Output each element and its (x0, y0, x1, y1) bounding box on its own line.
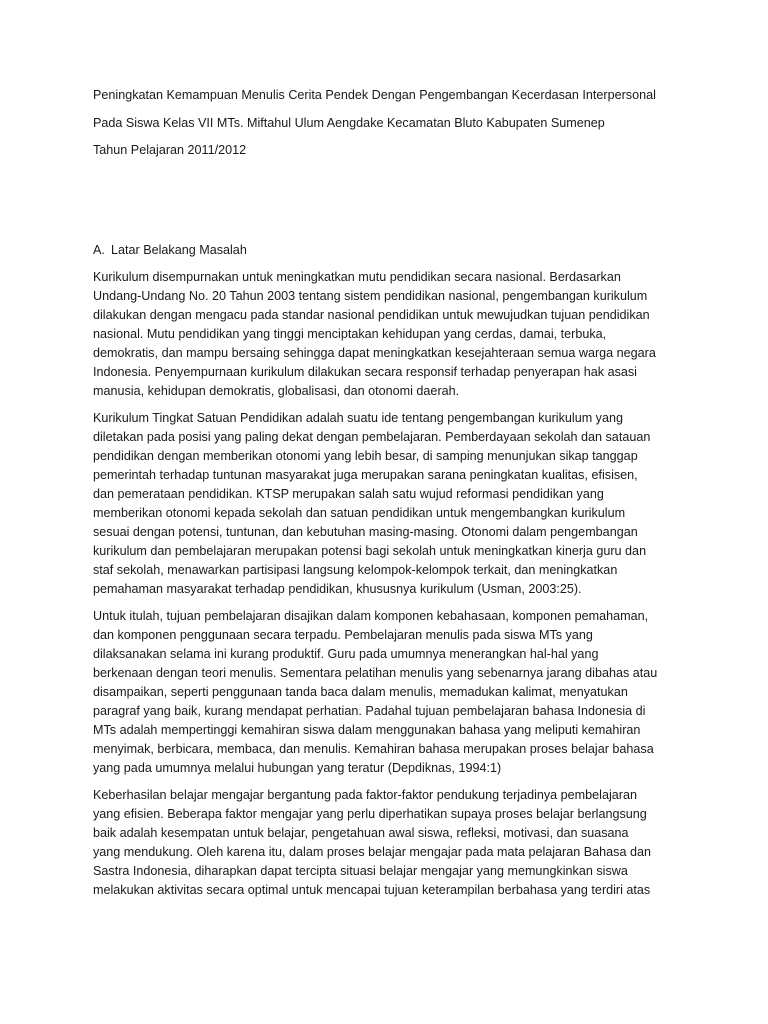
paragraph-line: demokratis, dan mampu bersaing sehingga dapat meningkatkan kesejahteraan semua warga negara (93, 345, 656, 360)
title-line: Tahun Pelajaran 2011/2012 (93, 143, 247, 157)
paragraph-line: kurikulum dan pembelajaran merupakan potensi bagi sekolah untuk meningkatkan kinerja guru dan (93, 543, 647, 558)
paragraph-line: baik adalah kesempatan untuk belajar, pengetahuan awal siswa, refleksi, motivasi, dan suasana (93, 826, 629, 841)
paragraph-line: dan pemerataan pendidikan. KTSP merupakan salah satu wujud reformasi pendidikan yang (93, 486, 604, 501)
paragraph-line: memberikan otonomi kepada sekolah dan satuan pendidikan untuk mengembangkan kurikulum (93, 505, 626, 520)
section-heading-text: Latar Belakang Masalah (111, 243, 247, 257)
paragraph-line: nasional. Mutu pendidikan yang tinggi menciptakan kehidupan yang cerdas, damai, terbuka, (93, 326, 607, 341)
paragraph (93, 268, 683, 401)
paragraph-line: yang pada umumnya melalui hubungan yang teratur (Depdiknas, 1994:1) (93, 760, 502, 775)
paragraph-line: dilaksanakan selama ini kurang produktif. Guru pada umumnya menerangkan hal-hal yang (93, 647, 599, 662)
paragraph-line: melakukan aktivitas secara optimal untuk mencapai tujuan keterampilan berbahasa yang terdiri atas (93, 883, 651, 898)
paragraph-line: yang mendukung. Oleh karena itu, dalam proses belajar mengajar pada mata pelajaran Bahasa dan (93, 845, 651, 860)
section-heading (93, 243, 683, 258)
paragraph-line: dan komponen penggunaan secara terpadu. Pembelajaran menulis pada siswa MTs yang (93, 628, 593, 643)
document-title (93, 88, 693, 171)
section-number: A. (93, 243, 105, 257)
paragraph-line: Kurikulum Tingkat Satuan Pendidikan adalah suatu ide tentang pengembangan kurikulum yang (93, 411, 623, 426)
paragraph-line: Indonesia. Penyempurnaan kurikulum dilakukan secara responsif terhadap penyerapan hak asasi (93, 364, 637, 379)
paragraph-line: dilakukan dengan mengacu pada standar nasional pendidikan untuk mewujudkan tujuan pendidikan (93, 307, 650, 322)
paragraph-line: sesuai dengan potensi, tuntunan, dan kebutuhan masing-masing. Otonomi dalam pengembangan (93, 524, 638, 539)
paragraph-line: diletakan pada posisi yang paling dekat dengan pembelajaran. Pemberdayaan sekolah dan satauan (93, 430, 651, 445)
paragraph-line: pendidikan dengan memberikan otonomi yang lebih besar, di samping menunjukan sikap tanggap (93, 449, 638, 464)
paragraph-line: manusia, kehidupan demokratis, globalisasi, dan otonomi daerah. (93, 383, 460, 398)
paragraph-line: paragraf yang baik, kurang mendapat perhatian. Padahal tujuan pembelajaran bahasa Indonesia di (93, 703, 646, 718)
paragraph-line: Kurikulum disempurnakan untuk meningkatkan mutu pendidikan secara nasional. Berdasarkan (93, 270, 621, 284)
paragraph (93, 607, 683, 778)
paragraph-line: Sastra Indonesia, diharapkan dapat tercipta situasi belajar mengajar yang memungkinkan siswa (93, 864, 628, 879)
paragraph-line: Keberhasilan belajar mengajar bergantung pada faktor-faktor pendukung terjadinya pembelajaran (93, 788, 637, 803)
paragraph (93, 409, 683, 599)
paragraph-line: pemerintah terhadap tuntunan masyarakat juga merupakan sarana peningkatan kualitas, efisisen, (93, 468, 638, 483)
paragraph-line: Undang-Undang No. 20 Tahun 2003 tentang sistem pendidikan nasional, pengembangan kurikulum (93, 288, 648, 303)
title-line: Peningkatan Kemampuan Menulis Cerita Pendek Dengan Pengembangan Kecerdasan Interpersonal (93, 88, 656, 102)
paragraph-line: pemahaman masyarakat terhadap pendidikan, khususnya kurikulum (Usman, 2003:25). (93, 581, 582, 596)
section-latar-belakang (93, 243, 683, 909)
paragraph-line: disampaikan, seperti penggunaan tanda baca dalam menulis, memadukan kalimat, menyatukan (93, 685, 628, 700)
paragraph-line: berkenaan dengan teori menulis. Sementara pelatihan menulis yang sebenarnya jarang dibahas atau (93, 666, 658, 681)
title-line: Pada Siswa Kelas VII MTs. Miftahul Ulum Aengdake Kecamatan Bluto Kabupaten Sumenep (93, 115, 605, 130)
paragraph-line: menyimak, berbicara, membaca, dan menulis. Kemahiran bahasa merupakan proses belajar bahasa (93, 741, 654, 756)
paragraph-line: Untuk itulah, tujuan pembelajaran disajikan dalam komponen kebahasaan, komponen pemahaman, (93, 609, 649, 624)
paragraph (93, 786, 683, 900)
paragraph-line: MTs adalah mempertinggi kemahiran siswa dalam menggunakan bahasa yang meliputi kemahiran (93, 722, 641, 737)
paragraph-line: staf sekolah, menawarkan partisipasi langsung kelompok-kelompok terkait, dan meningkatkan (93, 562, 618, 577)
paragraph-line: yang efisien. Beberapa faktor mengajar yang perlu diperhatikan supaya proses belajar berlangsung (93, 807, 647, 822)
